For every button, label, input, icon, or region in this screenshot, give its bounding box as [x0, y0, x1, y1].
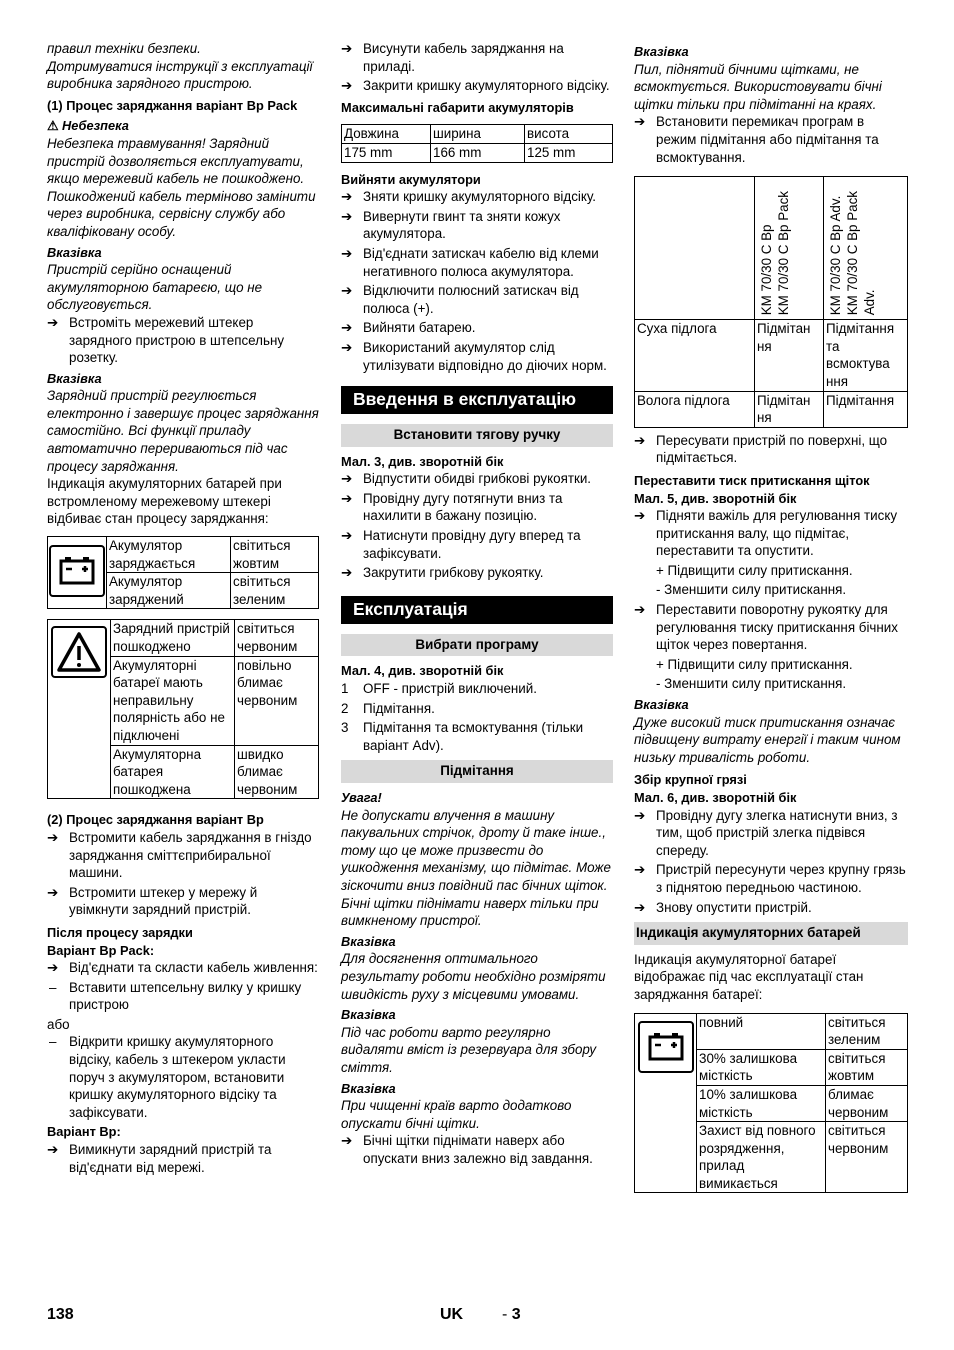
figure-ref: Мал. 3, див. зворотній бік: [341, 453, 504, 469]
attention-text: Не допускати влучення в машину пакувальних стрічок, дроту й таке інше., тому що це може призвести до ушкодження механізму, що підмітає. Може зіскочити вниз повідний пас бічних щіток. Бічні щітки піднімати наверх тільки при вимкненому пристрої.: [341, 807, 611, 929]
page-footer: [47, 1306, 907, 1330]
list-item: ➔ Висунути кабель заряджання на приладі.: [341, 41, 564, 74]
list-item: 2 Підмітання.: [341, 700, 435, 716]
note-label: Вказівка: [341, 933, 396, 949]
note-text: Зарядний пристрій регулюється електронно і завершує процес заряджання самостійно. Всі функції приладу автоматично перериваються під час процесу заряджання.: [47, 388, 319, 474]
list-item: ➔ Бічні щітки піднімати наверх або опускати вниз залежно від завдання.: [341, 1133, 593, 1166]
arrow-right-icon: ➔: [341, 471, 353, 487]
note-text: Для досягнення оптимального результату роботи необхідно розміряти швидкість руху з місцевими умовами.: [341, 951, 606, 1002]
arrow-right-icon: ➔: [341, 189, 353, 205]
list-item: ➔ Від'єднати затискач кабелю від клеми негативного полюса акумулятора.: [341, 245, 599, 279]
note-label: Вказівка: [634, 44, 689, 59]
model-header-1: KM 70/30 C Bp KM 70/30 C Bp Pack: [755, 177, 824, 320]
intro-line-2: Дотримуватися інструкції з експлуатації виробника зарядного пристрою.: [47, 58, 313, 92]
or-text: або: [47, 1016, 70, 1032]
arrow-right-icon: ➔: [47, 884, 59, 900]
table-cell: Підмітання та всмоктува ння: [824, 320, 908, 391]
charge-status-table: [47, 536, 319, 609]
table-cell: світиться жовтим: [231, 537, 319, 573]
note-label: Вказівка: [341, 1080, 396, 1096]
sub-item: + Підвищити силу притискання.: [656, 562, 853, 578]
dash-bullet: –: [49, 979, 57, 995]
column-right: [634, 40, 908, 1193]
table-cell: Підмітання: [824, 391, 908, 427]
note-text: Пристрій серійно оснащений акумуляторною батареєю, що не обслуговується.: [47, 262, 263, 313]
table-cell: повний: [697, 1013, 826, 1049]
battery-level-table: [634, 1013, 908, 1194]
table-cell: ширина: [431, 125, 525, 144]
list-item: ➔ Вимикнути зарядний пристрій та від'єднати від мережі.: [47, 1142, 272, 1175]
attention-label: Увага!: [341, 790, 382, 805]
table-cell: Акумуляторні батареї мають неправильну полярність або не підключені: [111, 656, 235, 745]
note-label: Вказівка: [341, 1007, 396, 1023]
list-item: ➔ Закрити кришку акумуляторного відсіку.: [341, 78, 610, 94]
table-row: [342, 125, 613, 144]
list-item: ➔ Використаний акумулятор слід утилізувати відповідно до діючих норм.: [341, 339, 607, 373]
sub-item: + Підвищити силу притискання.: [656, 656, 853, 672]
battery-icon: [638, 1021, 694, 1073]
heading-coarse-dirt: Збір крупної грязі: [634, 772, 747, 788]
list-item: ➔ Зняти кришку акумуляторного відсіку.: [341, 189, 596, 205]
arrow-right-icon: ➔: [47, 960, 59, 976]
arrow-right-icon: ➔: [341, 283, 353, 299]
intro-line-1: правил техніки безпеки.: [47, 41, 201, 56]
list-item: ➔ Закрутити грибкову рукоятку.: [341, 565, 544, 581]
heading-charge-pack: (1) Процес заряджання варіант Bp Pack: [47, 97, 298, 113]
charger-error-table: [47, 619, 319, 799]
table-cell: 30% залишкова місткість: [697, 1049, 826, 1085]
subsection-handle: Встановити тягову ручку: [341, 424, 613, 447]
heading-variant-pack: Варіант Bp Pack:: [47, 942, 155, 958]
language-code: UK: [440, 1306, 464, 1323]
table-cell: Зарядний пристрій пошкоджено: [111, 620, 235, 656]
table-row: [635, 320, 908, 391]
list-item: ➔ Відключити полюсний затискач від полюса (+).: [341, 283, 579, 316]
list-item: ➔ Провідну дугу потягнути вниз та нахилити в бажану позицію.: [341, 490, 563, 524]
list-item: ➔ Відпустити обидві грибкові рукоятки.: [341, 471, 592, 487]
note-label: Вказівка: [47, 370, 102, 386]
table-cell: світиться червоним: [235, 620, 319, 656]
figure-ref: Мал. 5, див. зворотній бік: [634, 490, 797, 506]
arrow-right-icon: ➔: [341, 1133, 353, 1149]
table-cell: світиться жовтим: [826, 1049, 908, 1085]
battery-icon-cell: [48, 537, 107, 609]
table-cell: світиться зеленим: [826, 1013, 908, 1049]
list-item: ➔ Встроміть мережевий штекер зарядного пристрою в штепсельну розетку.: [47, 314, 285, 366]
table-cell: світиться зеленим: [231, 573, 319, 609]
warning-triangle-icon: [51, 626, 107, 678]
list-item: ➔ Вивернути гвинт та зняти кожух акумулятора.: [341, 208, 561, 242]
arrow-right-icon: ➔: [47, 829, 59, 845]
table-cell: Волога підлога: [635, 391, 755, 427]
indicator-text: Індикація акумуляторної батареї відображає під час експлуатації стан заряджання батареї:: [634, 951, 864, 1002]
table-cell: Підмітан ня: [755, 391, 824, 427]
figure-ref: Мал. 6, див. зворотній бік: [634, 790, 797, 805]
arrow-right-icon: ➔: [341, 320, 353, 336]
list-item: ➔ Знову опустити пристрій.: [634, 899, 812, 915]
list-item: ➔ Вийняти батарею.: [341, 320, 476, 336]
list-item: ➔ Від'єднати та скласти кабель живлення:: [47, 960, 318, 976]
arrow-right-icon: ➔: [47, 1142, 59, 1158]
column-left: [47, 40, 319, 1178]
note-text: При чищенні країв варто додатково опускати бічні щітки.: [341, 1098, 572, 1131]
figure-ref: Мал. 4, див. зворотній бік: [341, 663, 504, 679]
battery-icon-cell: [635, 1013, 697, 1193]
sub-item: - Зменшити силу притискання.: [656, 676, 847, 692]
arrow-right-icon: ➔: [634, 807, 646, 823]
arrow-right-icon: ➔: [341, 41, 353, 56]
section-page: - 3: [502, 1306, 521, 1323]
heading-charge-bp: (2) Процес заряджання варіант Bp: [47, 812, 264, 828]
table-row: [635, 177, 908, 320]
table-cell: 125 mm: [525, 143, 613, 162]
subsection-battery-indicator: Індикація акумуляторних батарей: [634, 922, 908, 945]
warning-triangle-icon: ⚠: [47, 118, 59, 134]
table-cell: Довжина: [342, 125, 431, 144]
table-cell: 175 mm: [342, 143, 431, 162]
arrow-right-icon: ➔: [341, 490, 353, 506]
arrow-right-icon: ➔: [634, 432, 646, 448]
arrow-right-icon: ➔: [634, 602, 646, 618]
danger-label: ⚠ Небезпека: [47, 118, 129, 134]
table-row: [635, 1013, 908, 1049]
arrow-right-icon: ➔: [634, 508, 646, 524]
table-cell: [635, 177, 755, 320]
note-label: Вказівка: [47, 244, 102, 260]
table-row: [635, 391, 908, 427]
list-item: ➔ Встромити кабель заряджання в гніздо заряджання сміттєприбиральної машини.: [47, 829, 312, 881]
list-item: ➔ Встромити штекер у мережу й увімкнути зарядний пристрій.: [47, 884, 258, 918]
heading-after-charge: Після процесу зарядки: [47, 924, 193, 940]
note-text: Дуже високий тиск притискання означає підвищену витрату енергії і таким чином низьку тривалість роботи.: [634, 714, 901, 765]
list-item: ➔ Встановити перемикач програм в режим підмітання або підмітання та всмоктування.: [634, 114, 879, 165]
mode-table: [634, 176, 908, 428]
column-middle: [341, 40, 613, 1169]
arrow-right-icon: ➔: [634, 862, 646, 878]
section-title-operation: Експлуатація: [341, 596, 613, 624]
table-cell: висота: [525, 125, 613, 144]
arrow-right-icon: ➔: [341, 245, 353, 261]
arrow-right-icon: ➔: [341, 78, 353, 94]
section-title-commissioning: Введення в експлуатацію: [341, 386, 613, 414]
list-item: ➔ Пересувати пристрій по поверхні, що підмітається.: [634, 432, 888, 466]
model-header-2: KM 70/30 C Bp Adv. KM 70/30 C Bp Pack Adv.: [824, 177, 908, 320]
sub-item: - Зменшити силу притискання.: [656, 582, 847, 598]
list-item: 3 Підмітання та всмоктування (тільки варіант Adv).: [341, 720, 584, 753]
heading-battery-dims: Максимальні габарити акумуляторів: [341, 99, 574, 115]
arrow-right-icon: ➔: [341, 565, 353, 581]
arrow-right-icon: ➔: [341, 528, 353, 544]
table-cell: Акумуляторна батарея пошкоджена: [111, 745, 235, 799]
table-cell: 166 mm: [431, 143, 525, 162]
list-item: ➔ Пристрій пересунути через крупну грязь з піднятою передньою частиною.: [634, 862, 906, 895]
arrow-right-icon: ➔: [341, 339, 353, 355]
subsection-sweeping: Підмітання: [341, 760, 613, 783]
dash-bullet: –: [49, 1034, 57, 1050]
table-row: [48, 620, 319, 656]
table-cell: 10% залишкова місткість: [697, 1085, 826, 1121]
battery-dims-table: [341, 124, 613, 162]
list-item: ➔ Натиснути провідну дугу вперед та зафіксувати.: [341, 528, 581, 561]
battery-icon: [49, 545, 105, 597]
note-text: Пил, піднятий бічними щітками, не всмоктується. Використовувати бічні щітки тільки при підмітанні на краях.: [634, 61, 882, 112]
warning-icon-cell: [48, 620, 111, 799]
list-item: – Відкрити кришку акумуляторного відсіку, кабель з штекером укласти поруч з акумулятором, встановити кришку акумуляторного відсіку та зафіксувати.: [49, 1034, 286, 1120]
table-row: [342, 143, 613, 162]
heading-variant-bp: Варіант Bp:: [47, 1124, 121, 1140]
heading-remove-batteries: Вийняти акумулятори: [341, 171, 481, 187]
arrow-right-icon: ➔: [47, 314, 59, 330]
table-cell: блимає червоним: [826, 1085, 908, 1121]
list-item: ➔ Провідну дугу злегка натиснути вниз, з тим, щоб пристрій злегка підвівся спереду.: [634, 807, 898, 858]
table-cell: Суха підлога: [635, 320, 755, 391]
page-number: 138: [47, 1306, 74, 1323]
list-item: 1 OFF - пристрій виключений.: [341, 681, 537, 697]
table-cell: Акумулятор заряджений: [107, 573, 231, 609]
indicator-text: Індикація акумуляторних батарей при встромленому мережевому штекері відбиває стан процесу заряджання:: [47, 476, 282, 527]
arrow-right-icon: ➔: [634, 114, 646, 130]
table-cell: світиться червоним: [826, 1122, 908, 1193]
table-cell: Акумулятор заряджається: [107, 537, 231, 573]
table-cell: Підмітан ня: [755, 320, 824, 391]
list-item: – Вставити штепсельну вилку у кришку пристрою: [49, 979, 302, 1013]
danger-text: Небезпека травмування! Зарядний пристрій дозволяється експлуатувати, якщо мережевий кабель не пошкоджено. Пошкоджений кабель терміново замінити через виробника, сервісну службу або кваліфіковану особу.: [47, 135, 316, 239]
heading-brush-pressure: Переставити тиск притискання щіток: [634, 472, 870, 488]
arrow-right-icon: ➔: [341, 208, 353, 224]
note-text: Під час роботи варто регулярно видаляти вміст із резервуара для збору сміття.: [341, 1024, 597, 1075]
table-row: [48, 537, 319, 573]
subsection-program: Вибрати програму: [341, 634, 613, 657]
list-item: ➔ Переставити поворотну рукоятку для регулювання тиску притискання бічних щіток через повертання.: [634, 602, 898, 653]
table-cell: швидко блимає червоним: [235, 745, 319, 799]
arrow-right-icon: ➔: [634, 899, 646, 915]
list-item: ➔ Підняти важіль для регулювання тиску притискання валу, що підмітає, переставити та опустити.: [634, 508, 898, 559]
table-cell: Захист від повного розрядження, прилад вимикається: [697, 1122, 826, 1193]
note-label: Вказівка: [634, 697, 689, 713]
table-cell: повільно блимає червоним: [235, 656, 319, 745]
